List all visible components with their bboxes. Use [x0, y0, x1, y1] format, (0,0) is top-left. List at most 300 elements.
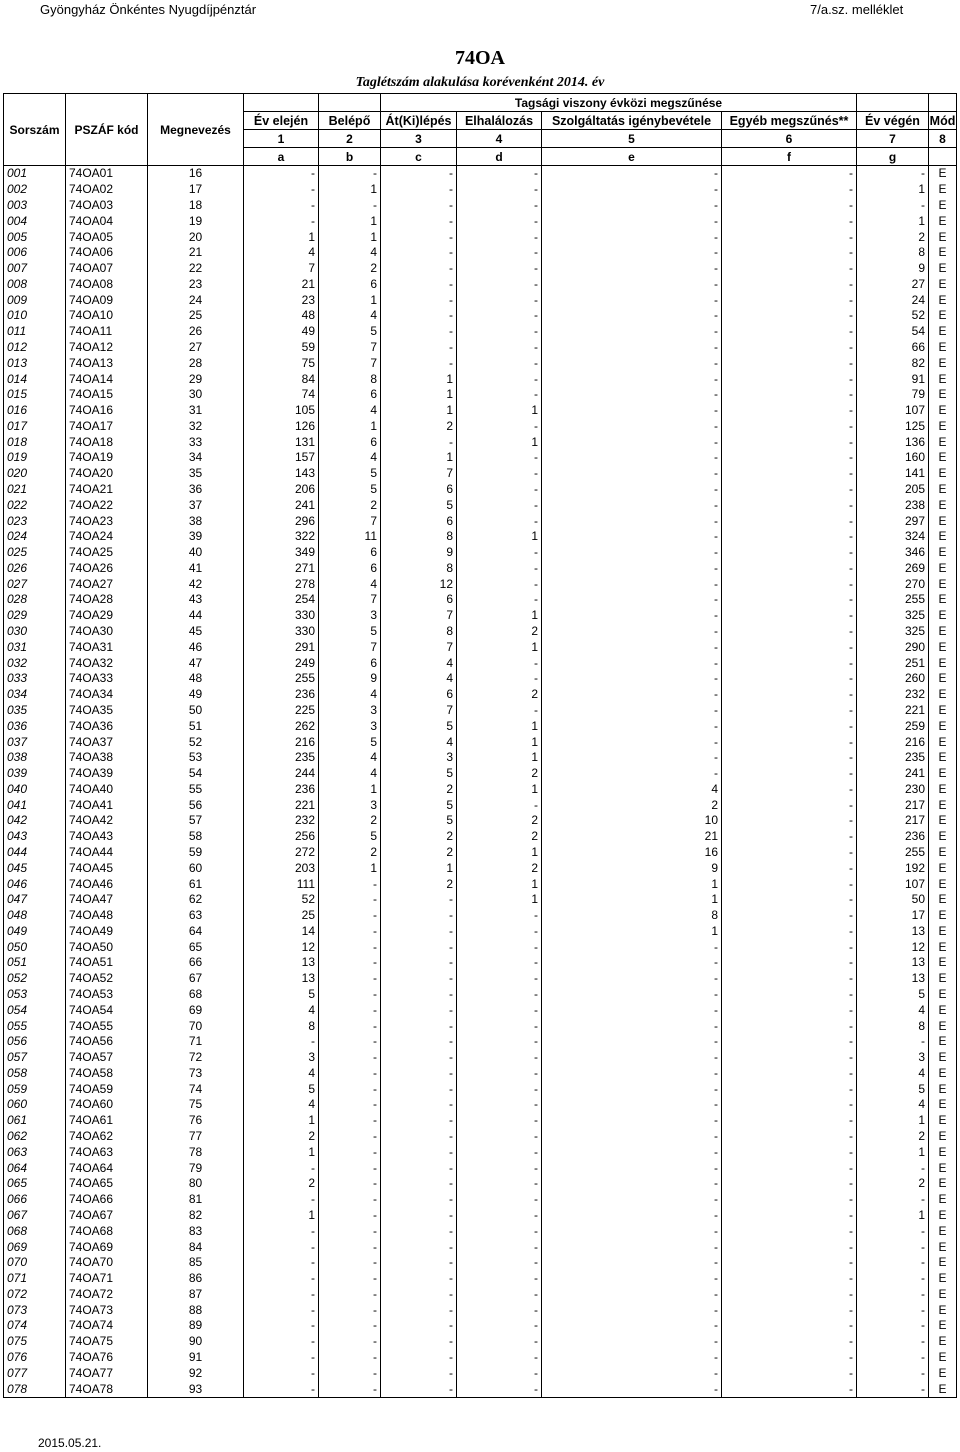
cell-belepo: - [319, 198, 381, 214]
cell-atkilepes: 7 [381, 639, 457, 655]
cell-belepo: - [319, 1097, 381, 1113]
cell-atkilepes: 7 [381, 608, 457, 624]
cell-mod: E [929, 703, 957, 719]
cell-megnevezes: 90 [148, 1334, 244, 1350]
cell-szolgaltatas: - [542, 1002, 722, 1018]
cell-mod: E [929, 1318, 957, 1334]
cell-pszaf-kod: 74OA19 [66, 450, 148, 466]
table-row [4, 261, 957, 277]
cell-mod: E [929, 513, 957, 529]
cell-sorszam: 012 [4, 340, 66, 356]
cell-atkilepes: 1 [381, 371, 457, 387]
cell-ev-elejen: 13 [244, 955, 319, 971]
cell-belepo: 1 [319, 292, 381, 308]
cell-ev-vegen: 216 [857, 734, 929, 750]
cell-elhalalozas: 2 [457, 829, 542, 845]
cell-ev-elejen: 126 [244, 419, 319, 435]
cell-ev-vegen: 24 [857, 292, 929, 308]
cell-ev-vegen: 141 [857, 466, 929, 482]
cell-egyeb: - [722, 987, 857, 1003]
cell-elhalalozas: - [457, 340, 542, 356]
cell-pszaf-kod: 74OA71 [66, 1271, 148, 1287]
cell-ev-elejen: - [244, 1239, 319, 1255]
cell-ev-vegen: - [857, 1350, 929, 1366]
cell-szolgaltatas: - [542, 1271, 722, 1287]
cell-pszaf-kod: 74OA54 [66, 1002, 148, 1018]
cell-elhalalozas: - [457, 1208, 542, 1224]
cell-ev-elejen: 244 [244, 766, 319, 782]
table-row [4, 1160, 957, 1176]
cell-pszaf-kod: 74OA36 [66, 718, 148, 734]
cell-pszaf-kod: 74OA06 [66, 245, 148, 261]
cell-elhalalozas: 2 [457, 624, 542, 640]
cell-elhalalozas: 1 [457, 750, 542, 766]
cell-pszaf-kod: 74OA51 [66, 955, 148, 971]
cell-ev-elejen: - [244, 1365, 319, 1381]
cell-egyeb: - [722, 955, 857, 971]
cell-egyeb: - [722, 1255, 857, 1271]
table-row [4, 308, 957, 324]
cell-egyeb: - [722, 1223, 857, 1239]
table-row [4, 734, 957, 750]
cell-ev-vegen: 238 [857, 497, 929, 513]
cell-pszaf-kod: 74OA40 [66, 781, 148, 797]
cell-elhalalozas: - [457, 276, 542, 292]
cell-atkilepes: - [381, 1302, 457, 1318]
cell-elhalalozas: - [457, 576, 542, 592]
cell-pszaf-kod: 74OA30 [66, 624, 148, 640]
cell-egyeb: - [722, 561, 857, 577]
cell-pszaf-kod: 74OA53 [66, 987, 148, 1003]
cell-ev-vegen: 12 [857, 939, 929, 955]
cell-belepo: - [319, 908, 381, 924]
cell-megnevezes: 38 [148, 513, 244, 529]
table-row [4, 908, 957, 924]
cell-elhalalozas: - [457, 419, 542, 435]
cell-mod: E [929, 482, 957, 498]
cell-sorszam: 015 [4, 387, 66, 403]
table-body [4, 166, 957, 1398]
cell-szolgaltatas: - [542, 1160, 722, 1176]
cell-ev-elejen: 272 [244, 845, 319, 861]
table-row [4, 703, 957, 719]
cell-mod: E [929, 624, 957, 640]
cell-ev-vegen: 324 [857, 529, 929, 545]
cell-szolgaltatas: - [542, 592, 722, 608]
table-row [4, 971, 957, 987]
cell-megnevezes: 75 [148, 1097, 244, 1113]
cell-ev-elejen: 1 [244, 1144, 319, 1160]
table-row [4, 1018, 957, 1034]
cell-pszaf-kod: 74OA49 [66, 924, 148, 940]
cell-belepo: 9 [319, 671, 381, 687]
cell-sorszam: 051 [4, 955, 66, 971]
table-row [4, 1066, 957, 1082]
cell-belepo: 7 [319, 513, 381, 529]
cell-ev-elejen: - [244, 1302, 319, 1318]
cell-belepo: - [319, 1318, 381, 1334]
col-number: 8 [929, 130, 957, 148]
cell-megnevezes: 89 [148, 1318, 244, 1334]
cell-ev-vegen: 2 [857, 1129, 929, 1145]
cell-pszaf-kod: 74OA55 [66, 1018, 148, 1034]
cell-ev-elejen: 14 [244, 924, 319, 940]
cell-ev-elejen: 52 [244, 892, 319, 908]
cell-mod: E [929, 750, 957, 766]
table-row [4, 1365, 957, 1381]
cell-mod: E [929, 182, 957, 198]
cell-ev-elejen: 13 [244, 971, 319, 987]
cell-egyeb: - [722, 450, 857, 466]
cell-pszaf-kod: 74OA18 [66, 434, 148, 450]
cell-szolgaltatas: - [542, 450, 722, 466]
cell-szolgaltatas: - [542, 1208, 722, 1224]
cell-megnevezes: 62 [148, 892, 244, 908]
cell-mod: E [929, 1113, 957, 1129]
cell-belepo: 4 [319, 403, 381, 419]
table-row [4, 1271, 957, 1287]
table-row [4, 639, 957, 655]
cell-sorszam: 061 [4, 1113, 66, 1129]
table-row [4, 924, 957, 940]
cell-egyeb: - [722, 213, 857, 229]
col-header-egyeb: Egyéb megszűnés** [722, 112, 857, 130]
cell-ev-vegen: 79 [857, 387, 929, 403]
cell-ev-elejen: - [244, 182, 319, 198]
cell-ev-elejen: 330 [244, 608, 319, 624]
cell-sorszam: 075 [4, 1334, 66, 1350]
cell-megnevezes: 58 [148, 829, 244, 845]
cell-belepo: - [319, 1286, 381, 1302]
cell-pszaf-kod: 74OA42 [66, 813, 148, 829]
cell-ev-vegen: 13 [857, 971, 929, 987]
cell-pszaf-kod: 74OA44 [66, 845, 148, 861]
table-row [4, 1097, 957, 1113]
cell-mod: E [929, 924, 957, 940]
table-row [4, 1144, 957, 1160]
cell-atkilepes: - [381, 198, 457, 214]
cell-sorszam: 038 [4, 750, 66, 766]
cell-egyeb: - [722, 624, 857, 640]
cell-pszaf-kod: 74OA46 [66, 876, 148, 892]
col-letter: b [319, 148, 381, 166]
cell-pszaf-kod: 74OA35 [66, 703, 148, 719]
annex-label: 7/a.sz. melléklet [810, 2, 904, 17]
table-row [4, 955, 957, 971]
col-header-belepo: Belépő [319, 112, 381, 130]
cell-atkilepes: 7 [381, 703, 457, 719]
cell-pszaf-kod: 74OA13 [66, 355, 148, 371]
cell-egyeb: - [722, 545, 857, 561]
cell-atkilepes: - [381, 1334, 457, 1350]
col-header-sorszam: Sorszám [4, 94, 66, 166]
cell-atkilepes: 1 [381, 387, 457, 403]
cell-elhalalozas: - [457, 1081, 542, 1097]
cell-sorszam: 057 [4, 1050, 66, 1066]
cell-sorszam: 073 [4, 1302, 66, 1318]
cell-ev-elejen: 111 [244, 876, 319, 892]
cell-pszaf-kod: 74OA22 [66, 497, 148, 513]
cell-ev-elejen: 322 [244, 529, 319, 545]
cell-sorszam: 052 [4, 971, 66, 987]
col-number: 6 [722, 130, 857, 148]
cell-atkilepes: 8 [381, 624, 457, 640]
cell-egyeb: - [722, 1129, 857, 1145]
cell-belepo: 5 [319, 324, 381, 340]
cell-sorszam: 048 [4, 908, 66, 924]
cell-mod: E [929, 292, 957, 308]
table-row [4, 497, 957, 513]
cell-ev-vegen: - [857, 1160, 929, 1176]
cell-atkilepes: - [381, 955, 457, 971]
cell-belepo: 2 [319, 813, 381, 829]
cell-belepo: 5 [319, 624, 381, 640]
cell-atkilepes: - [381, 229, 457, 245]
cell-belepo: - [319, 1129, 381, 1145]
cell-ev-elejen: 105 [244, 403, 319, 419]
cell-sorszam: 002 [4, 182, 66, 198]
cell-ev-vegen: 9 [857, 261, 929, 277]
cell-belepo: 6 [319, 276, 381, 292]
cell-elhalalozas: - [457, 1239, 542, 1255]
cell-mod: E [929, 829, 957, 845]
cell-egyeb: - [722, 1018, 857, 1034]
cell-szolgaltatas: - [542, 1350, 722, 1366]
cell-mod: E [929, 671, 957, 687]
cell-ev-vegen: 235 [857, 750, 929, 766]
cell-elhalalozas: 2 [457, 687, 542, 703]
cell-szolgaltatas: 4 [542, 781, 722, 797]
cell-sorszam: 053 [4, 987, 66, 1003]
cell-ev-vegen: 4 [857, 1066, 929, 1082]
cell-belepo: - [319, 1176, 381, 1192]
cell-egyeb: - [722, 1002, 857, 1018]
cell-sorszam: 078 [4, 1381, 66, 1397]
cell-ev-elejen: 1 [244, 1113, 319, 1129]
cell-ev-elejen: 206 [244, 482, 319, 498]
cell-pszaf-kod: 74OA12 [66, 340, 148, 356]
cell-egyeb: - [722, 639, 857, 655]
table-row [4, 750, 957, 766]
cell-atkilepes: - [381, 1018, 457, 1034]
cell-mod: E [929, 276, 957, 292]
cell-sorszam: 001 [4, 166, 66, 182]
cell-pszaf-kod: 74OA72 [66, 1286, 148, 1302]
cell-ev-vegen: 13 [857, 924, 929, 940]
cell-sorszam: 013 [4, 355, 66, 371]
cell-egyeb: - [722, 1365, 857, 1381]
cell-ev-vegen: 1 [857, 1144, 929, 1160]
cell-megnevezes: 40 [148, 545, 244, 561]
cell-megnevezes: 86 [148, 1271, 244, 1287]
cell-sorszam: 024 [4, 529, 66, 545]
cell-ev-vegen: 230 [857, 781, 929, 797]
cell-mod: E [929, 718, 957, 734]
cell-megnevezes: 52 [148, 734, 244, 750]
cell-sorszam: 040 [4, 781, 66, 797]
cell-ev-vegen: 8 [857, 245, 929, 261]
cell-szolgaltatas: - [542, 1018, 722, 1034]
cell-ev-elejen: 2 [244, 1129, 319, 1145]
table-row [4, 434, 957, 450]
cell-mod: E [929, 1050, 957, 1066]
cell-belepo: - [319, 1381, 381, 1397]
cell-ev-elejen: - [244, 1160, 319, 1176]
cell-ev-elejen: 271 [244, 561, 319, 577]
table-row [4, 655, 957, 671]
table-row [4, 340, 957, 356]
cell-szolgaltatas: - [542, 182, 722, 198]
cell-elhalalozas: - [457, 482, 542, 498]
cell-elhalalozas: - [457, 592, 542, 608]
table-row [4, 213, 957, 229]
cell-pszaf-kod: 74OA50 [66, 939, 148, 955]
cell-belepo: 1 [319, 781, 381, 797]
cell-egyeb: - [722, 908, 857, 924]
cell-pszaf-kod: 74OA59 [66, 1081, 148, 1097]
cell-egyeb: - [722, 387, 857, 403]
cell-sorszam: 069 [4, 1239, 66, 1255]
table-row [4, 766, 957, 782]
cell-elhalalozas: - [457, 371, 542, 387]
cell-belepo: 3 [319, 703, 381, 719]
cell-elhalalozas: - [457, 1176, 542, 1192]
table-row [4, 245, 957, 261]
cell-mod: E [929, 1097, 957, 1113]
cell-mod: E [929, 403, 957, 419]
cell-ev-vegen: 205 [857, 482, 929, 498]
cell-pszaf-kod: 74OA64 [66, 1160, 148, 1176]
cell-elhalalozas: - [457, 561, 542, 577]
cell-belepo: - [319, 987, 381, 1003]
cell-ev-elejen: 254 [244, 592, 319, 608]
cell-atkilepes: - [381, 434, 457, 450]
cell-sorszam: 063 [4, 1144, 66, 1160]
cell-ev-elejen: 278 [244, 576, 319, 592]
table-row [4, 229, 957, 245]
cell-egyeb: - [722, 403, 857, 419]
cell-sorszam: 034 [4, 687, 66, 703]
cell-ev-vegen: 259 [857, 718, 929, 734]
cell-belepo: - [319, 892, 381, 908]
cell-elhalalozas: - [457, 545, 542, 561]
cell-ev-vegen: 241 [857, 766, 929, 782]
cell-mod: E [929, 813, 957, 829]
table-row [4, 1113, 957, 1129]
cell-megnevezes: 59 [148, 845, 244, 861]
cell-pszaf-kod: 74OA65 [66, 1176, 148, 1192]
cell-ev-vegen: - [857, 1239, 929, 1255]
cell-elhalalozas: - [457, 924, 542, 940]
cell-atkilepes: - [381, 340, 457, 356]
col-header-megnevezes: Megnevezés [148, 94, 244, 166]
cell-sorszam: 016 [4, 403, 66, 419]
cell-ev-vegen: 4 [857, 1097, 929, 1113]
cell-megnevezes: 55 [148, 781, 244, 797]
cell-szolgaltatas: - [542, 1334, 722, 1350]
cell-mod: E [929, 971, 957, 987]
cell-ev-elejen: 143 [244, 466, 319, 482]
cell-egyeb: - [722, 308, 857, 324]
cell-elhalalozas: - [457, 1160, 542, 1176]
cell-atkilepes: 1 [381, 450, 457, 466]
table-row [4, 939, 957, 955]
cell-sorszam: 003 [4, 198, 66, 214]
table-row [4, 687, 957, 703]
cell-egyeb: - [722, 1160, 857, 1176]
cell-szolgaltatas: - [542, 671, 722, 687]
cell-elhalalozas: 1 [457, 403, 542, 419]
table-row [4, 166, 957, 182]
cell-megnevezes: 71 [148, 1034, 244, 1050]
cell-mod: E [929, 450, 957, 466]
cell-ev-vegen: 346 [857, 545, 929, 561]
cell-megnevezes: 31 [148, 403, 244, 419]
cell-ev-vegen: 251 [857, 655, 929, 671]
cell-sorszam: 067 [4, 1208, 66, 1224]
cell-egyeb: - [722, 703, 857, 719]
cell-elhalalozas: - [457, 908, 542, 924]
cell-mod: E [929, 355, 957, 371]
cell-mod: E [929, 1176, 957, 1192]
cell-sorszam: 010 [4, 308, 66, 324]
cell-pszaf-kod: 74OA27 [66, 576, 148, 592]
cell-megnevezes: 30 [148, 387, 244, 403]
cell-pszaf-kod: 74OA39 [66, 766, 148, 782]
cell-ev-vegen: 136 [857, 434, 929, 450]
cell-belepo: 6 [319, 655, 381, 671]
cell-mod: E [929, 308, 957, 324]
cell-megnevezes: 81 [148, 1192, 244, 1208]
cell-ev-elejen: 7 [244, 261, 319, 277]
cell-belepo: 3 [319, 797, 381, 813]
cell-szolgaltatas: - [542, 276, 722, 292]
cell-mod: E [929, 419, 957, 435]
cell-atkilepes: - [381, 324, 457, 340]
cell-ev-vegen: 50 [857, 892, 929, 908]
cell-belepo: - [319, 1365, 381, 1381]
cell-egyeb: - [722, 576, 857, 592]
cell-ev-elejen: 5 [244, 987, 319, 1003]
cell-megnevezes: 28 [148, 355, 244, 371]
table-row [4, 324, 957, 340]
cell-belepo: 5 [319, 829, 381, 845]
cell-ev-vegen: 125 [857, 419, 929, 435]
cell-atkilepes: 4 [381, 734, 457, 750]
cell-egyeb: - [722, 1097, 857, 1113]
cell-elhalalozas: 1 [457, 734, 542, 750]
table-row [4, 781, 957, 797]
cell-ev-vegen: 232 [857, 687, 929, 703]
table-row [4, 1034, 957, 1050]
cell-mod: E [929, 1302, 957, 1318]
cell-pszaf-kod: 74OA76 [66, 1350, 148, 1366]
cell-belepo: - [319, 1223, 381, 1239]
cell-ev-vegen: 255 [857, 592, 929, 608]
cell-belepo: - [319, 1192, 381, 1208]
table-row [4, 624, 957, 640]
cell-pszaf-kod: 74OA48 [66, 908, 148, 924]
table-row [4, 671, 957, 687]
cell-pszaf-kod: 74OA56 [66, 1034, 148, 1050]
cell-egyeb: - [722, 655, 857, 671]
cell-sorszam: 020 [4, 466, 66, 482]
table-row [4, 466, 957, 482]
header-spacer [857, 94, 929, 112]
cell-atkilepes: - [381, 1286, 457, 1302]
cell-sorszam: 032 [4, 655, 66, 671]
cell-ev-elejen: 131 [244, 434, 319, 450]
